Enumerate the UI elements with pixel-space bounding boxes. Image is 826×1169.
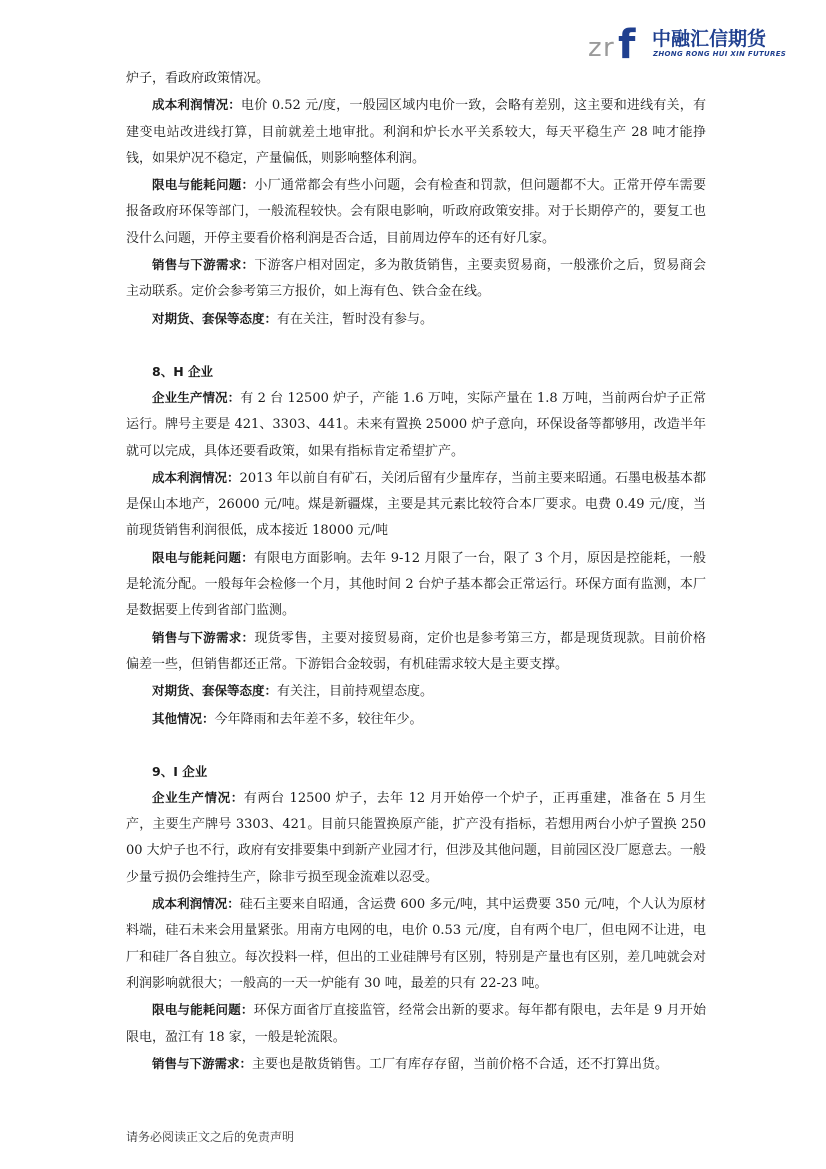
paragraph-text: 现货零售，主要对接贸易商，定价也是参考第三方，都是现货现款。目前价格偏差一些，但销售都还正常。下游铝合金较弱，有机硅需求较大是主要支撑。 (126, 630, 706, 672)
paragraph (126, 997, 706, 1051)
paragraph-text: 今年降雨和去年差不多，较往年少。 (214, 711, 423, 727)
paragraph-label: 成本利润情况： (152, 469, 240, 485)
paragraph-text: 小厂通常都会有些小问题，会有检查和罚款，但问题都不大。正常开停车需要报备政府环保等部门，一般流程较快。会有限电影响，听政府政策安排。对于长期停产的，要复工也没什么问题，开停主要看价格利润是否合适，目前周边停车的还有好几家。 (126, 178, 706, 246)
logo-chinese-name: 中融汇信期货 (652, 28, 767, 50)
svg-text:r: r (603, 33, 614, 60)
paragraph-label: 销售与下游需求： (152, 257, 255, 273)
paragraph-text: 有两台 12500 炉子，去年 12 月开始停一个炉子，正再重建，准备在 5 月生产，主要生产牌号 3303、421。目前只能置换原产能，扩产没有指标，若想用两台小炉子置换 25000 大炉子也不行，政府有安排要集中到新产业园才行，但涉及其他问题，目前园区没厂愿意去。一般少量亏损仍会维持生产，除非亏损至现金流难以忍受。 (126, 790, 706, 885)
paragraph (126, 545, 706, 625)
logo-english-name: ZHONG RONG HUI XIN FUTURES (653, 50, 787, 58)
paragraph-label: 对期货、套保等态度： (152, 310, 278, 326)
paragraph (126, 172, 706, 252)
paragraph (126, 706, 706, 733)
paragraph-label: 限电与能耗问题： (152, 1002, 254, 1018)
paragraph (126, 678, 706, 705)
paragraph (126, 465, 706, 545)
paragraph-label: 限电与能耗问题： (152, 549, 254, 565)
paragraph-text: 主要也是散货销售。工厂有库存存留，当前价格不合适，还不打算出货。 (252, 1056, 669, 1072)
section-gap (126, 733, 706, 759)
paragraph-label: 限电与能耗问题： (152, 177, 255, 193)
paragraph-label: 成本利润情况： (152, 97, 242, 113)
paragraph (126, 306, 706, 333)
paragraph-label: 企业生产情况： (152, 789, 244, 805)
svg-text:f: f (618, 22, 636, 60)
paragraph-text: 2013 年以前自有矿石，关闭后留有少量库存，当前主要来昭通。石墨电极基本都是保山本地产，26000 元/吨。煤是新疆煤，主要是其元素比较符合本厂要求。电费 0.49 元/度，当前现货销售利润很低，成本接近 18000 元/吨 (126, 470, 706, 539)
paragraph-label: 成本利润情况： (152, 896, 240, 912)
paragraph-text: 电价 0.52 元/度，一般园区域内电价一致，会略有差别，这主要和进线有关，有建变电站改进线打算，目前就差土地审批。利润和炉长水平关系较大，每天平稳生产 28 吨才能挣钱，如果炉况不稳定，产量偏低，则影响整体利润。 (126, 98, 706, 166)
paragraph-label: 其他情况： (152, 710, 215, 726)
paragraph (126, 891, 706, 997)
section-heading-h: 8、H 企业 (152, 363, 214, 379)
paragraph-label: 销售与下游需求： (152, 1055, 253, 1071)
paragraph-text: 环保方面省厅直接监管，经常会出新的要求。每年都有限电，去年是 9 月开始限电，盈江有 18 家，一般是轮流限。 (126, 1003, 706, 1045)
paragraph-text: 硅石主要来自昭通，含运费 600 多元/吨，其中运费要 350 元/吨，个人认为原材料端，硅石未来会用量紧张。用南方电网的电，电价 0.53 元/度，自有两个电厂，但电网不让进，电厂和硅厂各自独立。每次投料一样，但出的工业硅牌号有区别，特别是产量也有区别，差几吨就会对利润影响就很大；一般高的一天一炉能有 30 吨，最差的只有 22-23 吨。 (126, 897, 706, 991)
document-body (126, 66, 706, 1078)
paragraph (126, 385, 706, 465)
company-logo (588, 18, 788, 64)
paragraph (126, 785, 706, 891)
paragraph (126, 1051, 706, 1078)
section-heading-i: 9、I 企业 (152, 763, 208, 779)
paragraph-text: 有限电方面影响。去年 9-12 月限了一台，限了 3 个月，原因是控能耗，一般是轮流分配。一般每年会检修一个月，其他时间 2 台炉子基本都会正常运行。环保方面有监测，本厂是数据要上传到省部门监测。 (126, 550, 706, 619)
footer-disclaimer: 请务必阅读正文之后的免责声明 (126, 1130, 295, 1144)
paragraph-text: 下游客户相对固定，多为散货销售，主要卖贸易商，一般涨价之后，贸易商会主动联系。定价会参考第三方报价，如上海有色、铁合金在线。 (126, 258, 706, 300)
paragraph-text: 有 2 台 12500 炉子，产能 1.6 万吨，实际产量在 1.8 万吨，当前两台炉子正常运行。牌号主要是 421、3303、441。未来有置换 25000 炉子意向，环保设备等都够用，改造半年就可以完成，具体还要看政策，如果有指标肯定希望扩产。 (126, 390, 706, 459)
zrf-logo-icon (588, 20, 650, 60)
svg-text:z: z (588, 33, 602, 60)
paragraph-label: 销售与下游需求： (152, 629, 255, 645)
paragraph-text: 有在关注，暂时没有参与。 (277, 311, 434, 327)
paragraph-label: 对期货、套保等态度： (152, 683, 278, 699)
paragraph (126, 252, 706, 306)
paragraph-text: 有关注，目前持观望态度。 (277, 684, 434, 700)
section-gap (126, 333, 706, 359)
paragraph-label: 企业生产情况： (152, 389, 241, 405)
paragraph (126, 92, 706, 172)
continued-text: 炉子，看政府政策情况。 (126, 71, 270, 86)
paragraph (126, 625, 706, 679)
